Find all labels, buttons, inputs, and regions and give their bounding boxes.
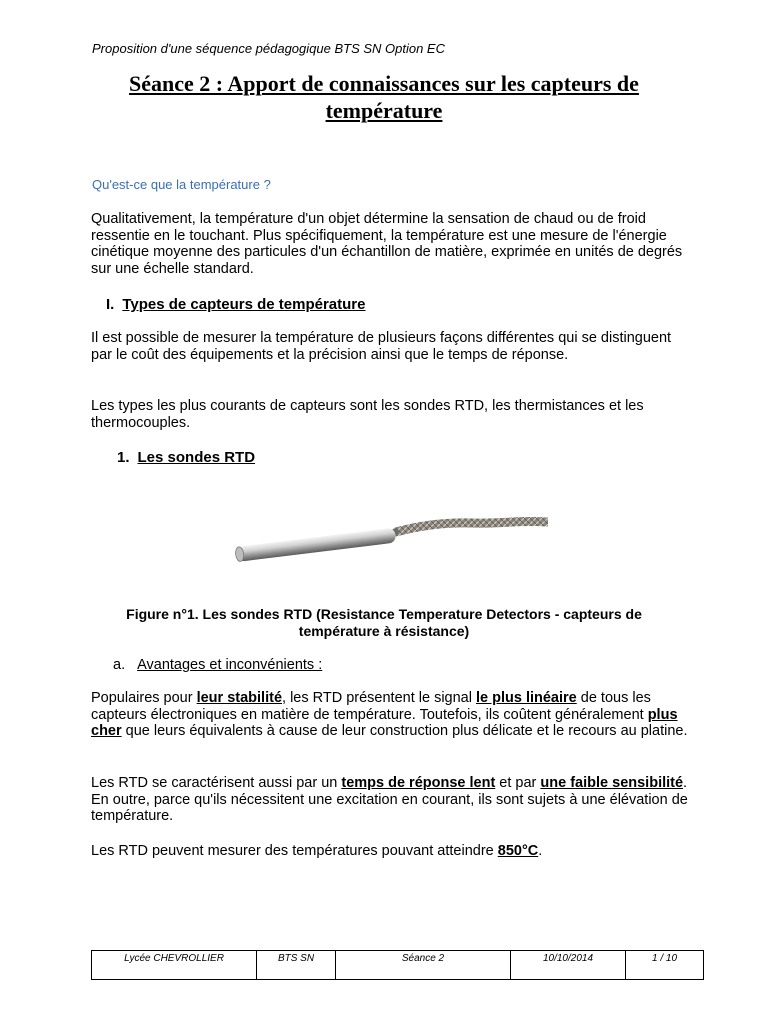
text-run: , les RTD présentent le signal (282, 690, 476, 706)
footer-date: 10/10/2014 (511, 951, 626, 980)
section-1-title: Types de capteurs de température (122, 296, 366, 313)
title-line-2: température (325, 98, 443, 123)
figure-caption-line-2: température à résistance) (298, 623, 470, 639)
subsection-a-title: Avantages et inconvénients : (137, 657, 323, 673)
text-run: Les RTD peuvent mesurer des températures pouvant atteindre (91, 843, 498, 859)
text-run: . En outre, parce qu'ils nécessitent une excitation en courant, ils sont sujets à une élévation de température. (91, 775, 688, 824)
text-run: . (538, 843, 543, 859)
highlight-slow-response: temps de réponse lent (341, 775, 496, 791)
text-run: Populaires pour (91, 690, 197, 706)
highlight-most-linear: le plus linéaire (475, 690, 577, 706)
footer-session: Séance 2 (336, 951, 511, 980)
footer-table (91, 950, 704, 980)
highlight-low-sensitivity: une faible sensibilité (540, 775, 684, 791)
section-1-paragraph-1: Il est possible de mesurer la température de plusieurs façons différentes qui se distinguent par le coût des équipements et la précision ainsi que le temps de réponse. (91, 330, 672, 363)
advantages-paragraph (91, 690, 691, 740)
rtd-probe-figure (218, 476, 548, 586)
intro-paragraph: Qualitativement, la température d'un objet détermine la sensation de chaud ou de froid ressentie en le touchant. Plus spécifiquement, la température est une mesure de l'énergie cinétique moyenne des particules d'un échantillon de matière, exprimée en unités de degrés sur une échelle standard. (91, 211, 683, 277)
section-1-paragraph-2: Les types les plus courants de capteurs sont les sondes RTD, les thermistances et les thermocouples. (91, 398, 644, 431)
subsection-1-title: Les sondes RTD (137, 449, 256, 466)
figure-caption-line-1: Figure n°1. Les sondes RTD (Resistance Temperature Detectors - capteurs de (126, 606, 642, 622)
subsection-a-heading (113, 657, 322, 673)
text-run: que leurs équivalents à cause de leur construction plus délicate et le recours au platine. (121, 723, 688, 739)
footer-class: BTS SN (257, 951, 336, 980)
section-1-heading (106, 296, 366, 313)
figure-caption (80, 606, 688, 640)
section-1-number: I. (106, 296, 115, 313)
subsection-1-heading (117, 449, 255, 466)
highlight-more-expensive: plus cher (91, 706, 678, 739)
subsection-a-letter: a. (113, 657, 126, 673)
footer-page-number: 1 / 10 (626, 951, 704, 980)
footer-row (92, 951, 704, 980)
drawbacks-paragraph (91, 775, 691, 825)
subsection-1-number: 1. (117, 449, 130, 466)
text-run: et par (495, 775, 541, 791)
question-heading: Qu'est-ce que la température ? (92, 177, 271, 192)
text-run: Les RTD se caractérisent aussi par un (91, 775, 342, 791)
header-note: Proposition d'une séquence pédagogique BTS SN Option EC (92, 41, 445, 56)
page-title (60, 70, 708, 124)
highlight-stability: leur stabilité (196, 690, 283, 706)
footer-school: Lycée CHEVROLLIER (92, 951, 257, 980)
highlight-max-temperature: 850°C (497, 843, 539, 859)
text-run: de tous les capteurs électroniques en matière de température. Toutefois, ils coûtent généralement (91, 690, 651, 723)
title-line-1: Séance 2 : Apport de connaissances sur les capteurs de (129, 71, 639, 96)
range-paragraph (91, 843, 691, 860)
